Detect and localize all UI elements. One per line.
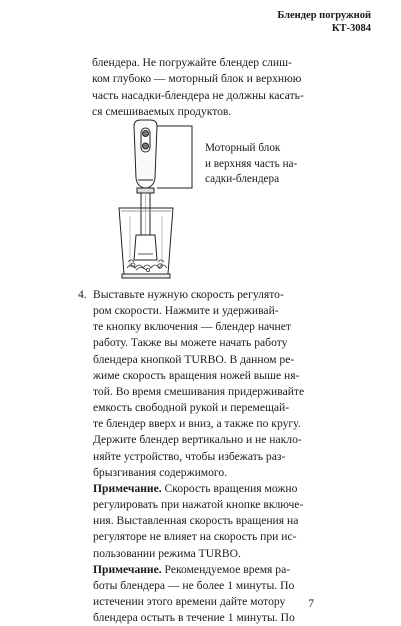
step-line: Выставьте нужную скорость регулято- — [93, 288, 284, 301]
blade-head — [134, 235, 157, 260]
step-line: няйте устройство, чтобы избежать раз- — [93, 449, 286, 463]
callout-bracket — [157, 126, 192, 188]
step-line: брызгивания содержимого. — [93, 465, 228, 479]
note-2-text: Рекомендуемое время ра- — [161, 562, 291, 576]
note-1-first-line — [93, 481, 318, 497]
header-model-number: КТ-3084 — [331, 23, 371, 34]
callout-line: садки-блендера — [205, 173, 280, 186]
callout-line: Моторный блок — [205, 142, 281, 154]
turbo-button-icon — [143, 143, 149, 149]
note-2-line: блендера остыть в течение 1 минуты. По — [93, 611, 295, 625]
header-product-name: Блендер погружной — [277, 10, 371, 21]
motor-unit-callout — [205, 141, 297, 188]
intro-line: ком глубоко — моторный блок и верхнюю — [92, 72, 302, 86]
blender-shaft — [141, 193, 150, 235]
step-line: емкость свободной рукой и перемещай- — [93, 401, 290, 415]
note-1-line: регуляторе не влияет на скорость при ис- — [93, 530, 297, 544]
step-number: 4. — [78, 288, 87, 301]
callout-line: и верхняя часть на- — [205, 157, 298, 170]
intro-line: блендера. Не погружайте блендер слиш- — [92, 56, 292, 69]
note-2-first-line — [93, 562, 318, 578]
step-4 — [78, 287, 318, 626]
step-line: ром скорости. Нажмите и удерживай- — [93, 304, 279, 318]
page-number: 7 — [308, 598, 314, 610]
step-line: те блендер вверх и вниз, а также по кругу. — [93, 417, 301, 431]
running-header — [277, 9, 371, 35]
step-line: той. Во время смешивания придерживайте — [93, 384, 305, 398]
note-1-line: регулировать при нажатой кнопке включе- — [93, 498, 304, 512]
note-2-line: истечении этого времени дайте мотору — [93, 594, 286, 608]
note-1-line: ния. Выставленная скорость вращения на — [93, 514, 299, 528]
step-line: те кнопку включения — блендер начнет — [93, 320, 291, 334]
beaker-contents — [127, 260, 167, 272]
motor-unit — [134, 120, 157, 193]
step-line: работу. Также вы можете начать работу — [93, 336, 288, 350]
intro-paragraph — [92, 55, 324, 121]
note-2-line: боты блендера — не более 1 минуты. По — [93, 578, 295, 592]
step-line: блендера кнопкой TURBO. В данном ре- — [93, 352, 295, 366]
note-2-label: Примечание. — [93, 562, 162, 576]
intro-line: часть насадки-блендера не должны касать- — [92, 88, 304, 102]
note-1-label: Примечание. — [93, 481, 162, 495]
note-1-text: Скорость вращения можно — [161, 481, 298, 495]
step-line: Держите блендер вертикально и не накло- — [93, 433, 302, 447]
step-line: жиме скорость вращения ножей выше ня- — [93, 368, 300, 382]
note-1-line: пользовании режима TURBO. — [93, 546, 241, 560]
intro-line: ся смешиваемых продуктов. — [92, 105, 232, 119]
power-button-icon — [143, 131, 149, 137]
